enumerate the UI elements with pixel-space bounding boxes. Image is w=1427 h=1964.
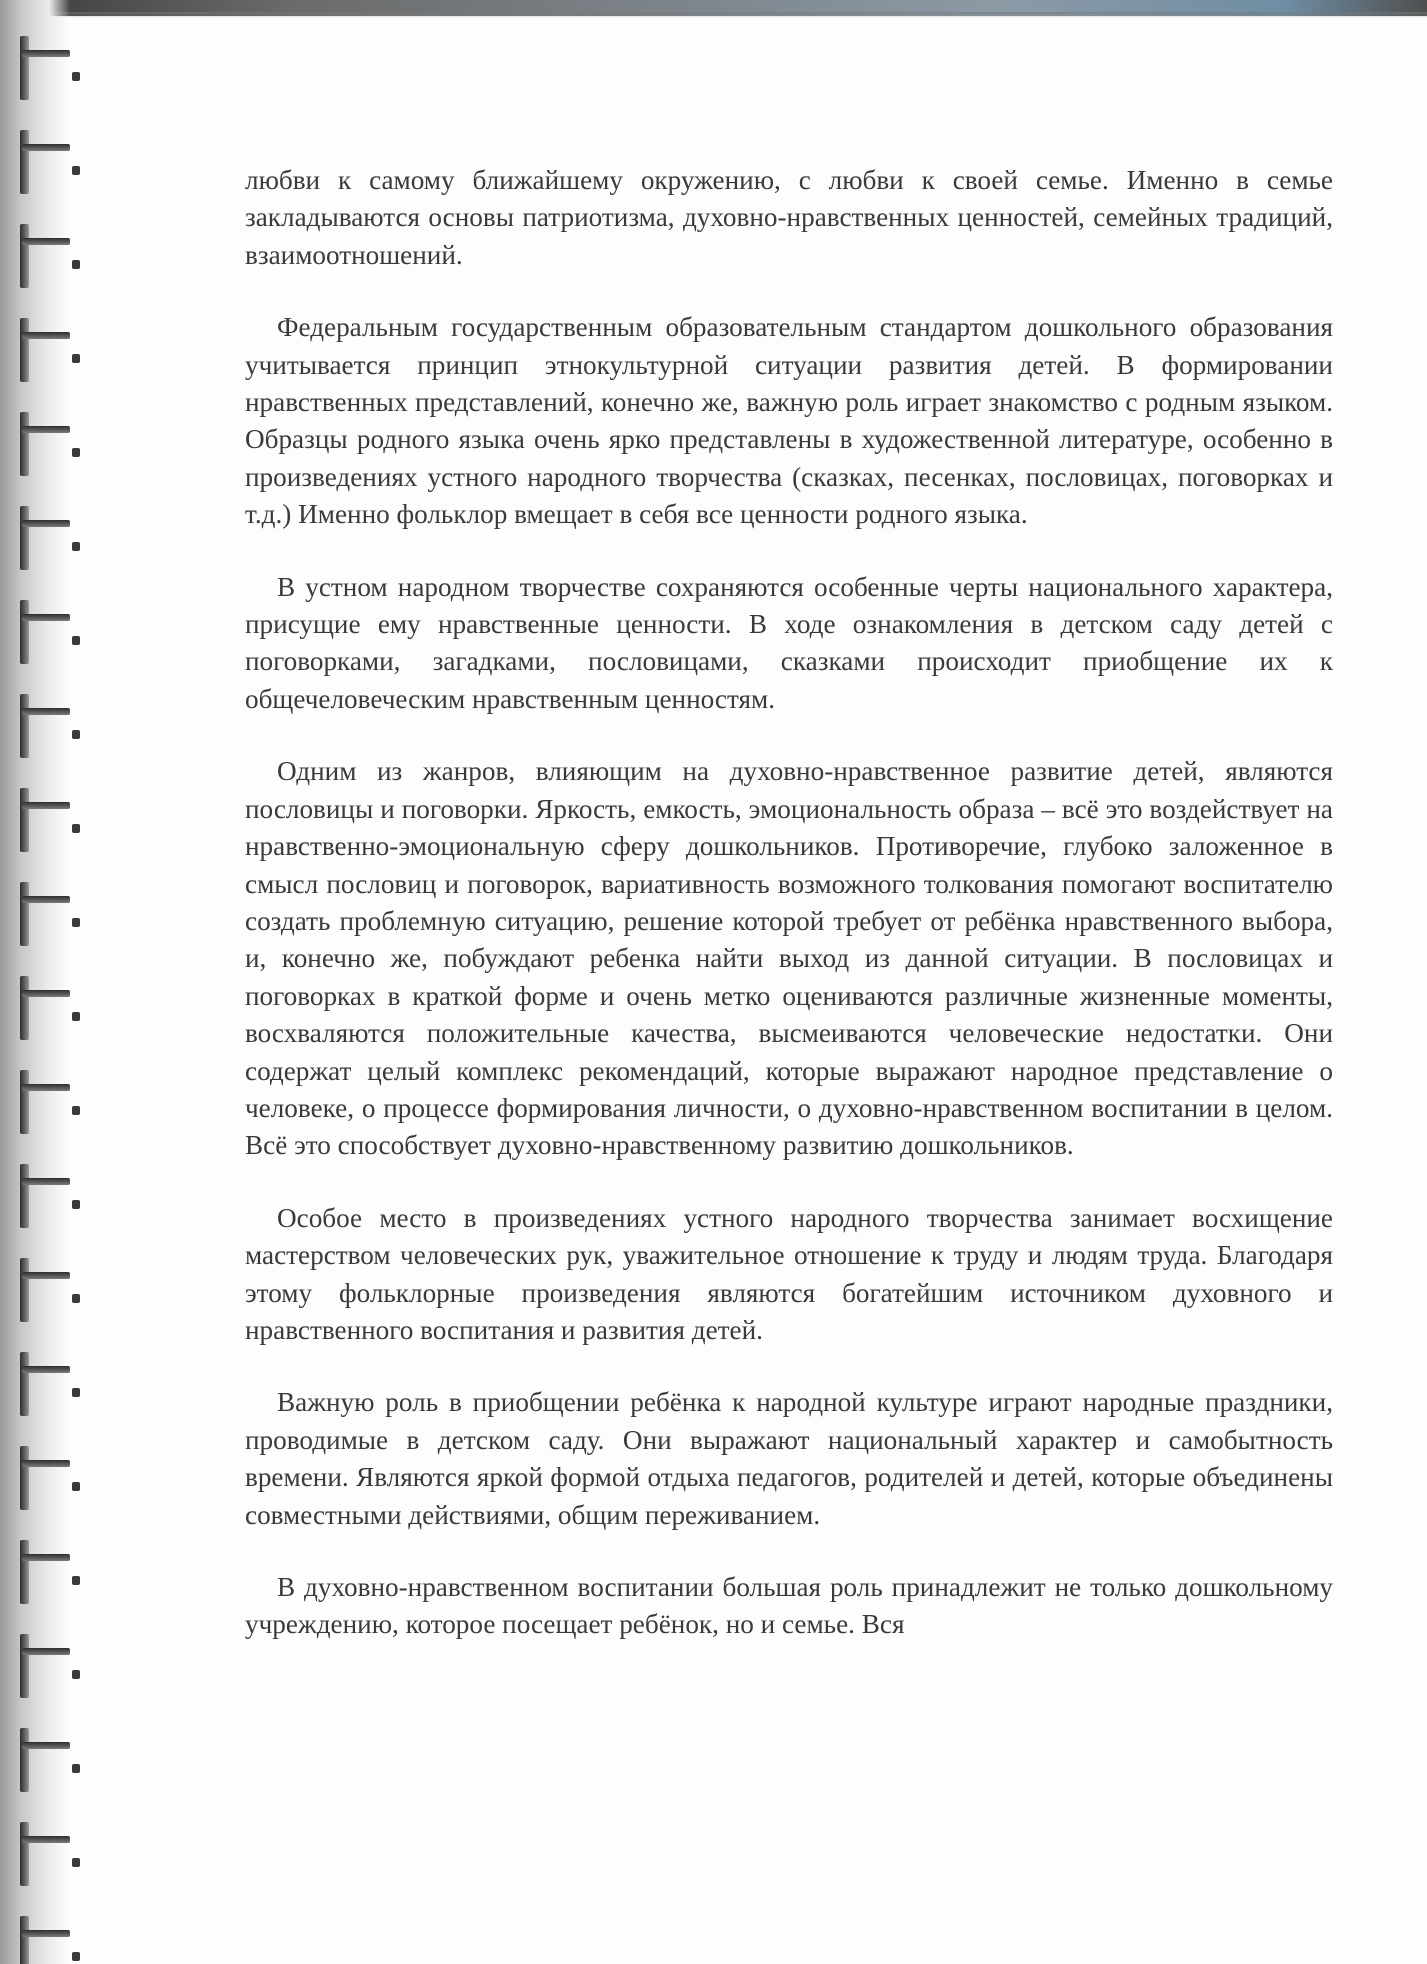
binding-ring	[20, 788, 78, 852]
spiral-binding	[0, 20, 90, 1960]
binding-ring	[20, 318, 78, 382]
binding-ring	[20, 224, 78, 288]
binding-ring	[20, 1634, 78, 1698]
paragraph-5: Особое место в произведениях устного народного творчества занимает восхищение мастерством человеческих рук, уважительное отношение к труду и людям труда. Благодаря этому фольклорные произведения являются богатейшим источником духовного и нравственного воспитания и развития детей.	[245, 1202, 1333, 1345]
binding-ring	[20, 1540, 78, 1604]
binding-ring	[20, 1916, 78, 1964]
paragraph-6: Важную роль в приобщении ребёнка к народной культуре играют народные праздники, проводимые в детском саду. Они выражают национальный характер и самобытность времени. Являются яркой формой отдыха педагогов, родителей и детей, которые объединены совместными действиями, общим переживанием.	[245, 1387, 1333, 1530]
scanner-top-edge	[0, 0, 1427, 16]
binding-ring	[20, 1352, 78, 1416]
document-body	[245, 162, 1333, 1679]
binding-ring	[20, 1446, 78, 1510]
binding-ring	[20, 1822, 78, 1886]
paragraph-3: В устном народном творчестве сохраняются особенные черты национального характера, присущие ему нравственные ценности. В ходе ознакомления в детском саду детей с поговорками, загадками, пословицами, сказками происходит приобщение их к общечеловеческим нравственным ценностям.	[245, 571, 1333, 714]
binding-ring	[20, 976, 78, 1040]
binding-ring	[20, 1164, 78, 1228]
binding-ring	[20, 1728, 78, 1792]
paragraph-2: Федеральным государственным образовательным стандартом дошкольного образования учитывается принцип этнокультурной ситуации развития детей. В формировании нравственных представлений, конечно же, важную роль играет знакомство с родным языком. Образцы родного языка очень ярко представлены в художественной литературе, особенно в произведениях устного народного творчества (сказках, песенках, пословицах, поговорках и т.д.) Именно фольклор вмещает в себя все ценности родного языка.	[245, 312, 1333, 530]
binding-ring	[20, 600, 78, 664]
paragraph-4: Одним из жанров, влияющим на духовно-нравственное развитие детей, являются пословицы и поговорки. Яркость, емкость, эмоциональность образа – всё это воздействует на нравственно-эмоциональную сферу дошкольников. Противоречие, глубоко заложенное в смысл пословиц и поговорок, вариативность возможного толкования помогают воспитателю создать проблемную ситуацию, решение которой требует от ребёнка нравственного выбора, и, конечно же, побуждают ребенка найти выход из данной ситуации. В пословицах и поговорках в краткой форме и очень метко оцениваются различные жизненные моменты, восхваляются положительные качества, высмеиваются человеческие недостатки. Они содержат целый комплекс рекомендаций, которые выражают народное представление о человеке, о процессе формирования личности, о духовно-нравственном воспитании в целом. Всё это способствует духовно-нравственному развитию дошкольников.	[245, 756, 1333, 1161]
binding-ring	[20, 694, 78, 758]
paragraph-1: любви к самому ближайшему окружению, с любви к своей семье. Именно в семье закладываются основы патриотизма, духовно-нравственных ценностей, семейных традиций, взаимоотношений.	[245, 165, 1333, 270]
binding-ring	[20, 130, 78, 194]
binding-ring	[20, 882, 78, 946]
binding-ring	[20, 506, 78, 570]
paragraph-7: В духовно-нравственном воспитании большая роль принадлежит не только дошкольному учреждению, которое посещает ребёнок, но и семье. Вся	[245, 1572, 1333, 1640]
binding-ring	[20, 412, 78, 476]
binding-ring	[20, 1070, 78, 1134]
binding-ring	[20, 1258, 78, 1322]
binding-ring	[20, 36, 78, 100]
